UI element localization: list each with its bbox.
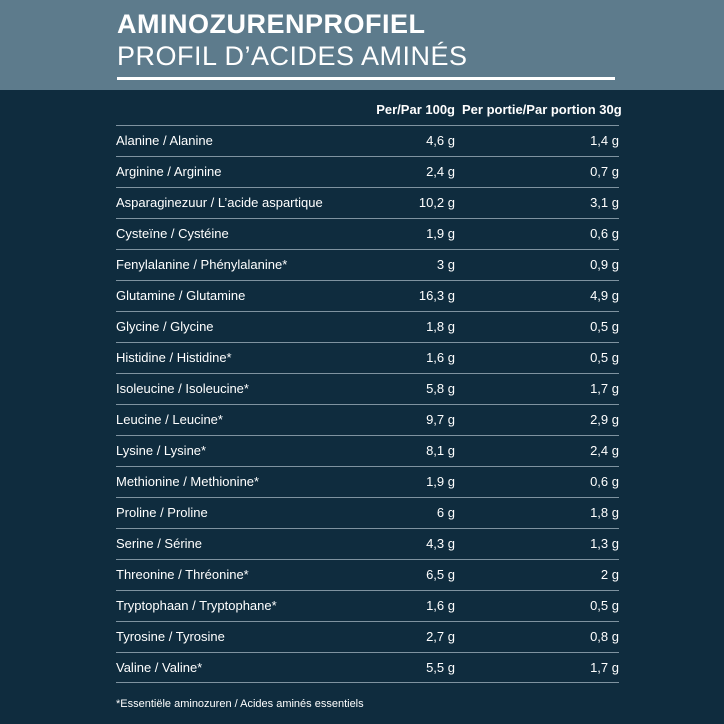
value-per-100g: 1,6 g bbox=[426, 598, 455, 613]
table-row bbox=[116, 373, 619, 404]
value-per-portion: 3,1 g bbox=[590, 195, 619, 210]
amino-acid-name: Fenylalanine / Phénylalanine* bbox=[116, 257, 288, 272]
value-per-portion: 2 g bbox=[600, 567, 619, 582]
amino-acid-name: Glutamine / Glutamine bbox=[116, 288, 246, 303]
table-row bbox=[116, 497, 619, 528]
value-per-portion: 0,6 g bbox=[590, 474, 619, 489]
table-row bbox=[116, 435, 619, 466]
value-per-portion: 1,4 g bbox=[590, 133, 619, 148]
amino-acid-table bbox=[116, 125, 619, 683]
amino-acid-name: Alanine / Alanine bbox=[116, 133, 213, 148]
amino-acid-name: Valine / Valine* bbox=[116, 660, 203, 675]
table-row bbox=[116, 528, 619, 559]
value-per-100g: 1,9 g bbox=[426, 226, 455, 241]
value-per-100g: 3 g bbox=[436, 257, 455, 272]
column-header-per-portion: Per portie/Par portion 30g bbox=[462, 102, 622, 117]
header-band bbox=[0, 0, 724, 90]
amino-acid-name: Cysteïne / Cystéine bbox=[116, 226, 229, 241]
amino-acid-name: Threonine / Thréonine* bbox=[116, 567, 249, 582]
footnote: *Essentiële aminozuren / Acides aminés essentiels bbox=[116, 698, 364, 710]
title-french: PROFIL D’ACIDES AMINÉS bbox=[117, 41, 468, 71]
value-per-portion: 0,6 g bbox=[590, 226, 619, 241]
amino-acid-name: Serine / Sérine bbox=[116, 536, 202, 551]
amino-acid-name: Glycine / Glycine bbox=[116, 319, 214, 334]
value-per-100g: 4,3 g bbox=[426, 536, 455, 551]
value-per-100g: 5,8 g bbox=[426, 381, 455, 396]
value-per-100g: 8,1 g bbox=[426, 443, 455, 458]
amino-acid-name: Lysine / Lysine* bbox=[116, 443, 207, 458]
value-per-portion: 1,7 g bbox=[590, 660, 619, 675]
value-per-portion: 1,3 g bbox=[590, 536, 619, 551]
value-per-100g: 2,7 g bbox=[426, 629, 455, 644]
table-row bbox=[116, 156, 619, 187]
table-row bbox=[116, 249, 619, 280]
amino-acid-name: Tryptophaan / Tryptophane* bbox=[116, 598, 277, 613]
value-per-100g: 4,6 g bbox=[426, 133, 455, 148]
value-per-100g: 5,5 g bbox=[426, 660, 455, 675]
value-per-portion: 0,5 g bbox=[590, 350, 619, 365]
value-per-portion: 0,5 g bbox=[590, 319, 619, 334]
amino-acid-name: Arginine / Arginine bbox=[116, 164, 222, 179]
table-row bbox=[116, 466, 619, 497]
value-per-100g: 1,9 g bbox=[426, 474, 455, 489]
title-dutch: AMINOZURENPROFIEL bbox=[117, 9, 426, 39]
value-per-100g: 6 g bbox=[436, 505, 455, 520]
table-row bbox=[116, 125, 619, 156]
amino-acid-name: Isoleucine / Isoleucine* bbox=[116, 381, 249, 396]
table-row bbox=[116, 621, 619, 652]
table-row bbox=[116, 187, 619, 218]
value-per-portion: 1,7 g bbox=[590, 381, 619, 396]
amino-acid-name: Leucine / Leucine* bbox=[116, 412, 223, 427]
value-per-100g: 10,2 g bbox=[418, 195, 455, 210]
title-underline bbox=[117, 77, 615, 80]
amino-acid-name: Asparaginezuur / L’acide aspartique bbox=[116, 195, 323, 210]
table-row bbox=[116, 311, 619, 342]
value-per-100g: 9,7 g bbox=[426, 412, 455, 427]
amino-acid-name: Methionine / Methionine* bbox=[116, 474, 260, 489]
table-row bbox=[116, 652, 619, 683]
column-header-per-100g: Per/Par 100g bbox=[376, 102, 455, 117]
value-per-portion: 0,8 g bbox=[590, 629, 619, 644]
table-row bbox=[116, 218, 619, 249]
value-per-100g: 1,8 g bbox=[426, 319, 455, 334]
table-row bbox=[116, 342, 619, 373]
value-per-portion: 0,5 g bbox=[590, 598, 619, 613]
value-per-100g: 16,3 g bbox=[418, 288, 455, 303]
value-per-portion: 0,9 g bbox=[590, 257, 619, 272]
amino-acid-name: Proline / Proline bbox=[116, 505, 208, 520]
value-per-100g: 1,6 g bbox=[426, 350, 455, 365]
value-per-portion: 2,4 g bbox=[590, 443, 619, 458]
table-row bbox=[116, 404, 619, 435]
value-per-portion: 2,9 g bbox=[590, 412, 619, 427]
amino-acid-name: Histidine / Histidine* bbox=[116, 350, 232, 365]
table-row bbox=[116, 559, 619, 590]
table-row bbox=[116, 590, 619, 621]
value-per-portion: 0,7 g bbox=[590, 164, 619, 179]
table-row bbox=[116, 280, 619, 311]
value-per-portion: 4,9 g bbox=[590, 288, 619, 303]
value-per-100g: 2,4 g bbox=[426, 164, 455, 179]
value-per-100g: 6,5 g bbox=[426, 567, 455, 582]
value-per-portion: 1,8 g bbox=[590, 505, 619, 520]
amino-acid-name: Tyrosine / Tyrosine bbox=[116, 629, 225, 644]
